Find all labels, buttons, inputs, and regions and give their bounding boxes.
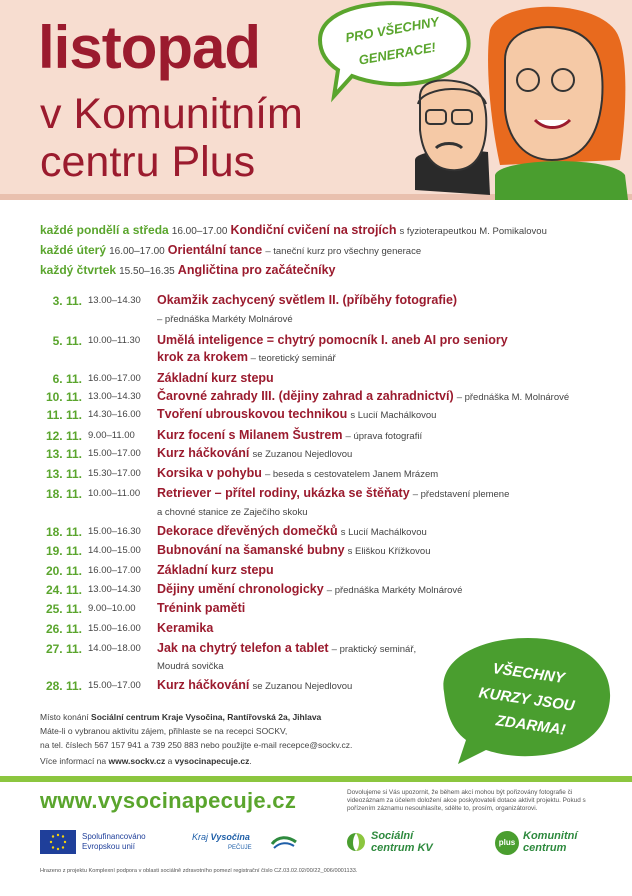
event-title: Jak na chytrý telefon a tablet bbox=[157, 641, 329, 655]
regular-title: Angličtina pro začátečníky bbox=[177, 263, 336, 277]
regular-time: 16.00–17.00 bbox=[171, 226, 228, 237]
socialni-centrum-logo bbox=[345, 829, 465, 859]
bubble-line1: PRO VŠECHNY bbox=[344, 13, 441, 46]
socialni-centrum-icon bbox=[345, 831, 367, 853]
event-time: 13.00–14.30 bbox=[88, 295, 141, 306]
sc-text-2: centrum KV bbox=[371, 842, 433, 855]
contact-info: na tel. číslech 567 157 941 a 739 250 883 nebo použijte e-mail recepce@sockv.cz. bbox=[40, 740, 353, 750]
link-vysocinapecuje[interactable]: vysocinapecuje.cz bbox=[174, 756, 250, 766]
footer-url[interactable]: www.vysocinapecuje.cz bbox=[40, 788, 297, 813]
link-sockv[interactable]: www.sockv.cz bbox=[108, 756, 166, 766]
event-continuation bbox=[157, 350, 336, 364]
event-row bbox=[0, 446, 632, 464]
eu-logo bbox=[40, 830, 190, 856]
event-time: 14.00–15.00 bbox=[88, 545, 141, 556]
event-row bbox=[0, 407, 632, 425]
event-title: Základní kurz stepu bbox=[157, 563, 274, 577]
free-bubble-line2: KURZY JSOU bbox=[477, 684, 576, 715]
regular-row-3 bbox=[40, 264, 335, 277]
event-title-cont: krok za krokem bbox=[157, 350, 249, 364]
event-date: 12. 11. bbox=[45, 429, 82, 443]
event-title: Tvoření ubrouskovou technikou bbox=[157, 407, 348, 421]
event-date: 20. 11. bbox=[45, 564, 82, 578]
venue-info bbox=[40, 712, 321, 722]
kraj-swoosh-icon bbox=[270, 834, 298, 850]
regular-title: Kondiční cvičení na strojích bbox=[230, 223, 397, 237]
regular-row-2 bbox=[40, 244, 421, 257]
event-title: Bubnování na šamanské bubny bbox=[157, 543, 345, 557]
more-info bbox=[40, 756, 252, 766]
regular-day: každé pondělí a středa bbox=[40, 223, 169, 237]
event-time: 15.00–16.30 bbox=[88, 526, 141, 537]
komunitni-centrum-logo bbox=[495, 829, 615, 859]
event-time: 15.00–17.00 bbox=[88, 448, 141, 459]
event-continuation: a chovné stanice ze Zaječího skoku bbox=[157, 507, 308, 518]
kraj-vysocina-logo bbox=[192, 828, 302, 858]
kc-text-1: Komunitní bbox=[523, 830, 578, 842]
regular-day: každé úterý bbox=[40, 243, 107, 257]
event-date: 19. 11. bbox=[45, 544, 82, 558]
event-suffix: s Eliškou Křížkovou bbox=[347, 546, 431, 557]
free-bubble-line1: VŠECHNY bbox=[491, 660, 566, 688]
event-time: 16.00–17.00 bbox=[88, 373, 141, 384]
event-date: 13. 11. bbox=[45, 447, 82, 461]
footer-divider bbox=[0, 776, 632, 782]
event-date: 5. 11. bbox=[52, 334, 82, 348]
event-row bbox=[0, 293, 632, 311]
event-date: 28. 11. bbox=[45, 679, 82, 693]
event-title: Umělá inteligence = chytrý pomocník I. aneb AI pro seniory bbox=[157, 333, 508, 347]
event-date: 18. 11. bbox=[45, 487, 82, 501]
title-month: listopad bbox=[38, 14, 261, 81]
more-info-label: Více informací na bbox=[40, 756, 107, 766]
event-time: 13.00–14.30 bbox=[88, 584, 141, 595]
event-suffix: s Lucií Machálkovou bbox=[350, 410, 437, 421]
regular-suffix: – taneční kurz pro všechny generace bbox=[265, 246, 422, 257]
regular-day: každý čtvrtek bbox=[40, 263, 117, 277]
more-info-and: a bbox=[167, 756, 173, 766]
event-title: Dějiny umění chronologicky bbox=[157, 582, 324, 596]
event-row bbox=[0, 486, 632, 504]
event-date: 13. 11. bbox=[45, 467, 82, 481]
event-suffix: – přednáška M. Molnárové bbox=[456, 392, 570, 403]
event-time: 10.00–11.30 bbox=[88, 335, 141, 346]
man-figure bbox=[415, 80, 490, 195]
venue-address: Sociální centrum Kraje Vysočina, Rantířovská 2a, Jihlava bbox=[91, 712, 322, 722]
kc-text-2: centrum bbox=[523, 842, 567, 855]
event-row bbox=[0, 428, 632, 446]
header-banner bbox=[0, 0, 632, 200]
event-title: Kurz háčkování bbox=[157, 446, 250, 460]
free-bubble-line3: ZDARMA! bbox=[494, 712, 567, 739]
event-date: 18. 11. bbox=[45, 525, 82, 539]
event-suffix: se Zuzanou Nejedlovou bbox=[252, 449, 353, 460]
event-suffix: – úprava fotografií bbox=[345, 431, 423, 442]
regular-row-1 bbox=[40, 224, 547, 237]
event-title: Keramika bbox=[157, 621, 214, 635]
event-row bbox=[0, 582, 632, 600]
venue-label: Místo konání bbox=[40, 712, 89, 722]
event-time: 14.30–16.00 bbox=[88, 409, 141, 420]
event-title: Základní kurz stepu bbox=[157, 371, 274, 385]
event-suffix: se Zuzanou Nejedlovou bbox=[252, 681, 353, 692]
event-time: 16.00–17.00 bbox=[88, 565, 141, 576]
event-date: 24. 11. bbox=[45, 583, 82, 597]
event-row bbox=[0, 371, 632, 389]
event-date: 26. 11. bbox=[45, 622, 82, 636]
event-date: 27. 11. bbox=[45, 642, 82, 656]
event-time: 15.00–16.00 bbox=[88, 623, 141, 634]
photo-notice: Dovolujeme si Vás upozornit, že během akcí mohou být pořizovány fotografie či videozáznam za účelem doložení akce poskytovateli dotace aktivit projektu. Pokud s pořízením záznamu nesouhlasíte, sdělte to, prosím, organizátorovi. bbox=[347, 789, 586, 812]
event-row bbox=[0, 543, 632, 561]
event-suffix: – přednáška Markéty Molnárové bbox=[326, 585, 463, 596]
plus-badge-icon: plus bbox=[495, 831, 519, 855]
event-row bbox=[0, 563, 632, 581]
event-title: Čarovné zahrady III. (dějiny zahrad a zahradnictví) bbox=[157, 389, 454, 403]
event-suffix: s Lucií Machálkovou bbox=[340, 527, 427, 538]
woman-figure bbox=[488, 7, 628, 200]
kraj-text-2: Vysočina bbox=[210, 832, 250, 842]
event-time: 13.00–14.30 bbox=[88, 391, 141, 402]
regular-time: 16.00–17.00 bbox=[109, 246, 165, 257]
event-date: 25. 11. bbox=[45, 602, 82, 616]
bubble-line2: GENERACE! bbox=[357, 39, 437, 68]
event-title: Dekorace dřevěných domečků bbox=[157, 524, 338, 538]
regular-suffix: s fyzioterapeutkou M. Pomikalovou bbox=[399, 226, 547, 237]
funding-note: Hrazeno z projektu Komplexní podpora v oblasti sociálně zdravotního pomezí registrační číslo CZ.03.02.02/00/22_006/0001133. bbox=[40, 868, 358, 874]
event-title: Retriever – přítel rodiny, ukázka se štěňaty bbox=[157, 486, 410, 500]
event-title: Korsika v pohybu bbox=[157, 466, 262, 480]
seniors-illustration bbox=[290, 0, 632, 200]
registration-info: Máte-li o vybranou aktivitu zájem, přihlaste se na recepci SOCKV, bbox=[40, 726, 288, 736]
event-title: Kurz háčkování bbox=[157, 678, 250, 692]
event-row bbox=[0, 466, 632, 484]
event-date: 11. 11. bbox=[46, 408, 82, 422]
regular-title: Orientální tance bbox=[167, 243, 263, 257]
event-suffix: – beseda s cestovatelem Janem Mrázem bbox=[264, 469, 439, 480]
event-suffix-cont: – teoretický seminář bbox=[250, 353, 336, 364]
title-line2: v Komunitním bbox=[40, 90, 303, 138]
event-row bbox=[0, 601, 632, 619]
eu-text-2: Evropskou unií bbox=[82, 842, 135, 851]
event-continuation: Moudrá sovička bbox=[157, 661, 224, 672]
sc-text-1: Sociální bbox=[371, 830, 414, 842]
eu-text-1: Spolufinancováno bbox=[82, 832, 146, 841]
more-info-end: . bbox=[249, 756, 252, 766]
kraj-text-1: Kraj bbox=[192, 832, 209, 842]
event-date: 10. 11. bbox=[45, 390, 82, 404]
event-time: 9.00–10.00 bbox=[88, 603, 136, 614]
event-suffix: – představení plemene bbox=[412, 489, 510, 500]
event-time: 14.00–18.00 bbox=[88, 643, 141, 654]
event-time: 9.00–11.00 bbox=[88, 430, 135, 441]
kraj-text-3: PEČUJE bbox=[228, 845, 252, 851]
event-row bbox=[0, 389, 632, 407]
eu-flag-icon bbox=[40, 830, 76, 854]
event-title: Kurz focení s Milanem Šustrem bbox=[157, 428, 343, 442]
free-courses-bubble bbox=[428, 632, 618, 766]
event-time: 10.00–11.00 bbox=[88, 488, 141, 499]
regular-time: 15.50–16.35 bbox=[119, 266, 175, 277]
event-row bbox=[0, 524, 632, 542]
event-date: 6. 11. bbox=[52, 372, 82, 386]
event-title: Okamžik zachycený světlem II. (příběhy fotografie) bbox=[157, 293, 458, 307]
event-row bbox=[0, 333, 632, 351]
event-date: 3. 11. bbox=[52, 294, 82, 308]
event-title: Trénink paměti bbox=[157, 601, 246, 615]
title-line3: centru Plus bbox=[40, 138, 256, 186]
event-time: 15.30–17.00 bbox=[88, 468, 141, 479]
event-time: 15.00–17.00 bbox=[88, 680, 141, 691]
event-suffix: – praktický seminář, bbox=[331, 644, 417, 655]
event-continuation: – přednáška Markéty Molnárové bbox=[157, 314, 293, 325]
